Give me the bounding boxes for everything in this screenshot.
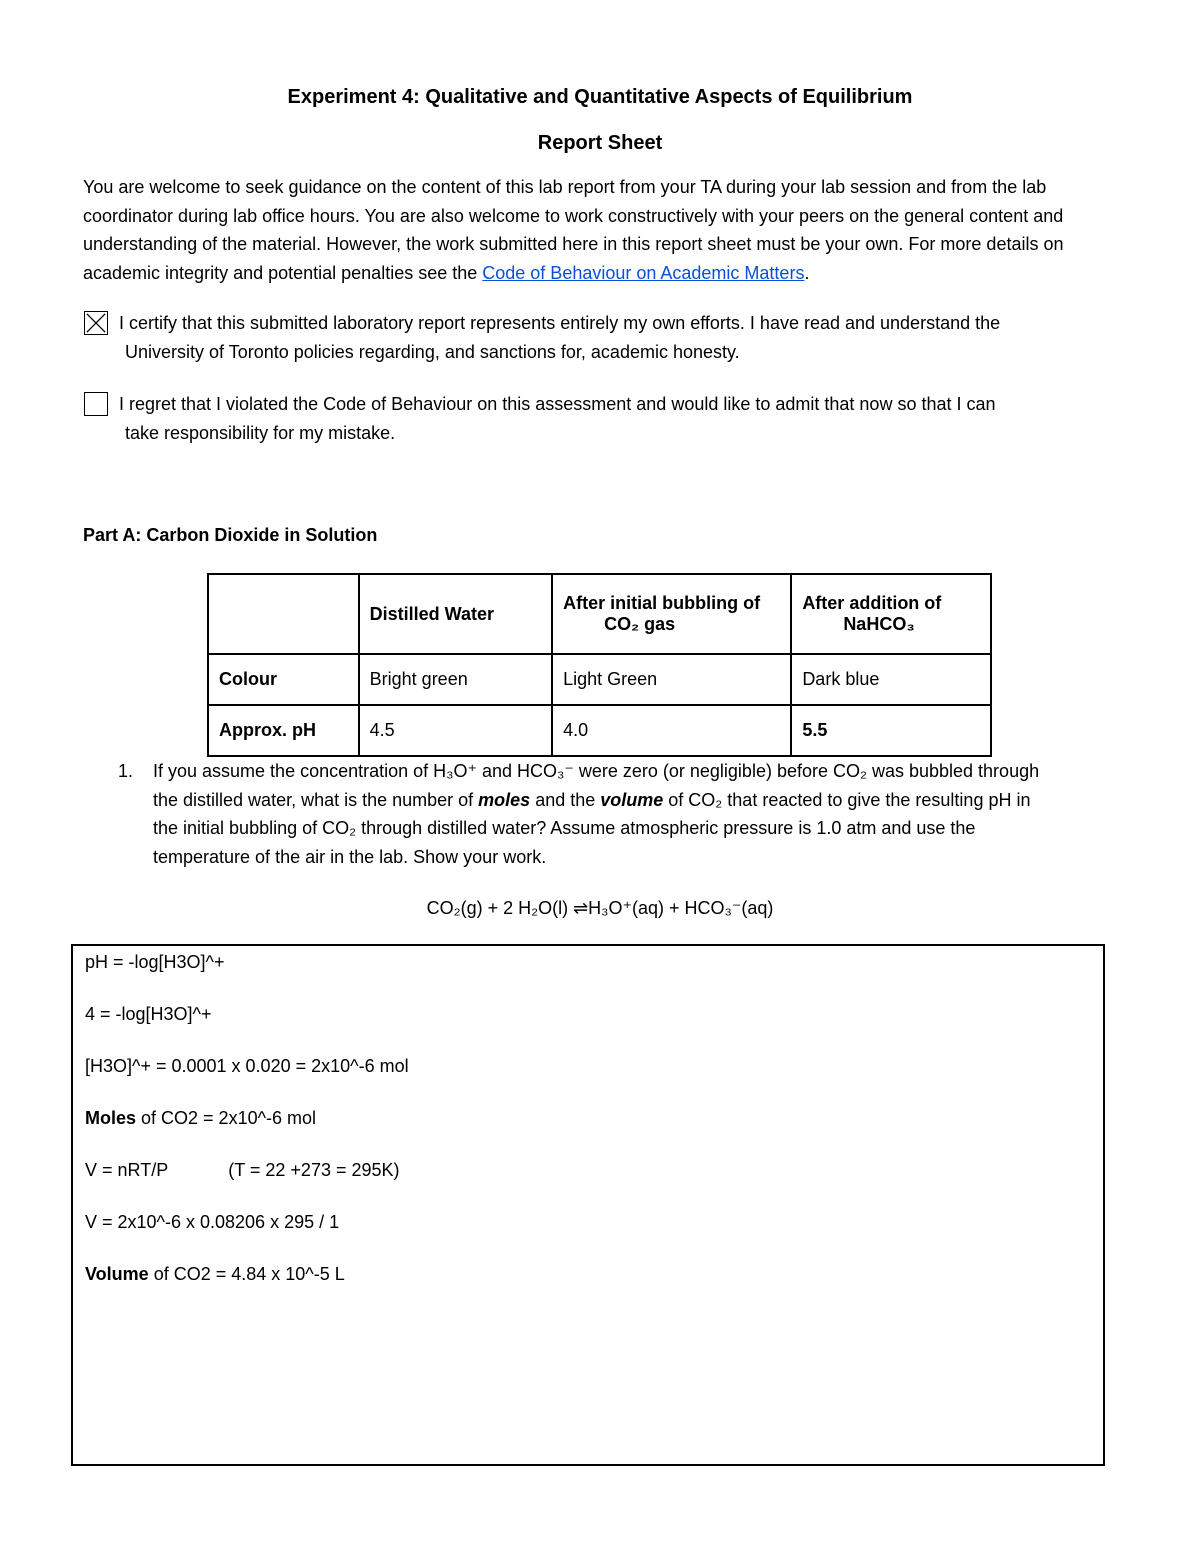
header-nahco3-line1: After addition of	[802, 593, 942, 613]
intro-text: You are welcome to seek guidance on the content of this lab report from your TA during your lab session and from the lab coordinator during lab office hours. You are also welcome to work constructively with your peers on the general content and understanding of the material. However, the work submitted here in this report sheet must be your own. For more details on academic integrity and potential penalties see the	[83, 177, 1064, 283]
question-line-2	[153, 786, 1133, 815]
results-table	[207, 573, 992, 757]
table-header-row	[208, 574, 991, 654]
answer-line	[85, 1108, 316, 1129]
answer-line: pH = -log[H3O]^+	[85, 952, 225, 972]
q-moles-emphasis: moles	[478, 789, 531, 810]
q-text: of CO₂ that reacted to give the resulting pH in	[663, 789, 1031, 810]
intro-paragraph	[83, 173, 1123, 287]
table-cell: Bright green	[359, 654, 552, 705]
table-row	[208, 654, 991, 705]
answer-line: [H3O]^+ = 0.0001 x 0.020 = 2x10^-6 mol	[85, 1056, 409, 1076]
answer-text: of CO2 = 2x10^-6 mol	[136, 1108, 317, 1128]
answer-text: of CO2 = 4.84 x 10^-5 L	[148, 1264, 345, 1284]
regret-line-1: I regret that I violated the Code of Behaviour on this assessment and would like to admit that now so that I can	[119, 394, 996, 414]
header-nahco3-line2: NaHCO₃	[843, 614, 915, 634]
part-a-heading: Part A: Carbon Dioxide in Solution	[83, 525, 378, 545]
question-line-3: the initial bubbling of CO₂ through distilled water? Assume atmospheric pressure is 1.0 atm and use the	[153, 818, 976, 838]
answer-line: 4 = -log[H3O]^+	[85, 1004, 212, 1024]
regret-statement	[119, 390, 1129, 448]
certify-line-2: University of Toronto policies regarding, and sanctions for, academic honesty.	[125, 342, 740, 362]
answer-line	[85, 1264, 345, 1285]
regret-line-2: take responsibility for my mistake.	[125, 423, 396, 443]
header-initial-bubbling-line1: After initial bubbling of	[563, 593, 761, 613]
document-title: Experiment 4: Qualitative and Quantitative Aspects of Equilibrium	[287, 86, 913, 108]
checkbox-x-icon	[85, 312, 107, 334]
question-1	[118, 757, 1128, 873]
certify-line-1: I certify that this submitted laboratory report represents entirely my own efforts. I have read and understand the	[119, 313, 1001, 333]
q-text: and the	[530, 789, 601, 810]
code-of-behaviour-link[interactable]: Code of Behaviour on Academic Matters	[482, 262, 805, 283]
table-cell: 5.5	[791, 705, 991, 756]
intro-end: .	[804, 262, 810, 283]
table-cell: Light Green	[552, 654, 791, 705]
question-line-1: If you assume the concentration of H₃O⁺ and HCO₃⁻ were zero (or negligible) before CO₂ was bubbled through	[153, 761, 1040, 781]
answer-bold: Volume	[85, 1264, 149, 1284]
table-cell: Dark blue	[791, 654, 991, 705]
document-subtitle: Report Sheet	[537, 132, 663, 154]
header-initial-bubbling-line2: CO₂ gas	[604, 614, 676, 634]
question-text	[153, 757, 1133, 871]
question-number: 1.	[118, 761, 134, 781]
answer-box[interactable]	[71, 944, 1105, 1466]
table-row	[208, 705, 991, 756]
reaction-equation: CO₂(g) + 2 H₂O(l) ⇌H₃O⁺(aq) + HCO₃⁻(aq)	[426, 898, 774, 918]
answer-line: V = 2x10^-6 x 0.08206 x 295 / 1	[85, 1212, 340, 1232]
answer-line	[85, 1160, 400, 1181]
row-label-colour: Colour	[208, 654, 359, 705]
table-cell: 4.5	[359, 705, 552, 756]
table-header-empty	[208, 574, 359, 654]
row-label-ph: Approx. pH	[208, 705, 359, 756]
q-text: the distilled water, what is the number of	[153, 789, 479, 810]
answer-text: V = nRT/P	[85, 1160, 169, 1180]
answer-bold: Moles	[85, 1108, 137, 1128]
question-line-4: temperature of the air in the lab. Show your work.	[153, 846, 547, 867]
table-header-initial-bubbling	[552, 574, 791, 654]
table-cell: 4.0	[552, 705, 791, 756]
certify-statement	[119, 309, 1129, 367]
answer-text: (T = 22 +273 = 295K)	[228, 1160, 400, 1180]
table-header-distilled-water: Distilled Water	[359, 574, 552, 654]
table-header-nahco3-addition	[791, 574, 991, 654]
regret-checkbox[interactable]	[84, 392, 108, 416]
certify-checkbox[interactable]	[84, 311, 108, 335]
q-volume-emphasis: volume	[600, 789, 664, 810]
